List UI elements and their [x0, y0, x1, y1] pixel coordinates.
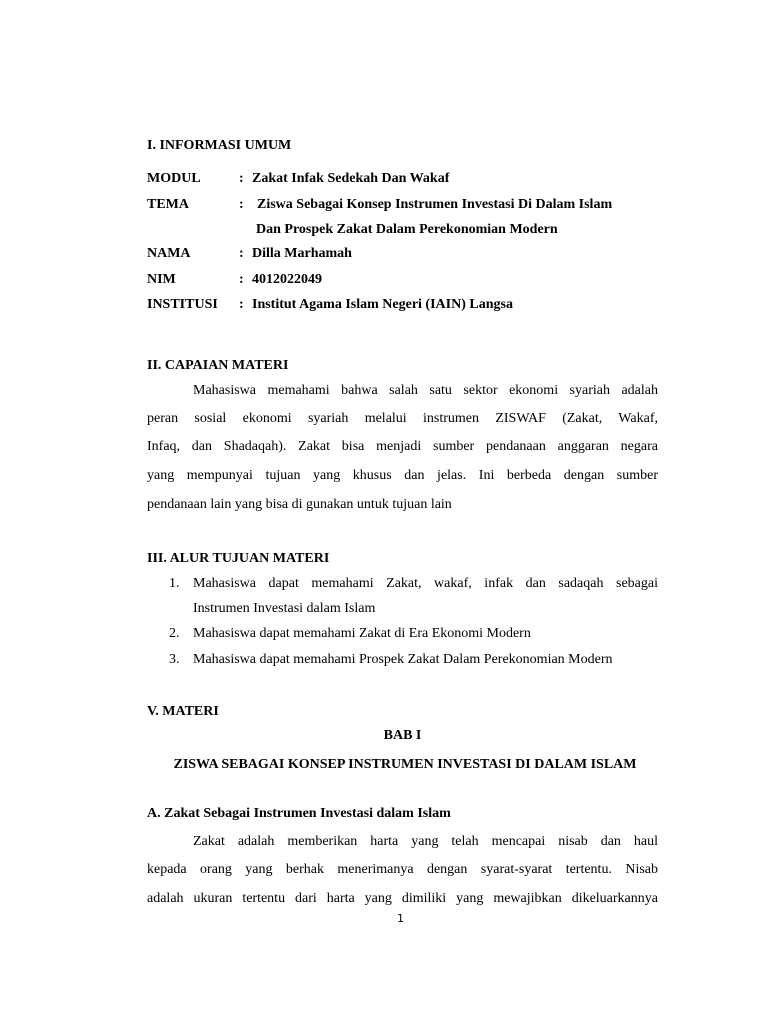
field-colon: :: [239, 171, 244, 186]
field-colon: :: [239, 272, 244, 287]
section-heading-alur-tujuan-materi: III. ALUR TUJUAN MATERI: [147, 551, 330, 566]
paragraph-line: yang mempunyai tujuan yang khusus dan jelas. Ini berbeda dengan sumber: [147, 468, 658, 483]
field-colon: :: [239, 246, 244, 261]
field-value-tema-continued: Dan Prospek Zakat Dalam Perekonomian Modern: [256, 222, 558, 237]
list-item-number: 2.: [169, 626, 180, 641]
field-value-tema: Ziswa Sebagai Konsep Instrumen Investasi Di Dalam Islam: [257, 197, 613, 212]
field-label-nama: NAMA: [147, 246, 191, 261]
field-colon: :: [239, 197, 244, 212]
paragraph-line: Infaq, dan Shadaqah). Zakat bisa menjadi sumber pendanaan anggaran negara: [147, 439, 658, 454]
section-heading-materi: V. MATERI: [147, 704, 219, 719]
field-label-nim: NIM: [147, 272, 176, 287]
field-value-nama: Dilla Marhamah: [252, 246, 352, 261]
section-heading-informasi-umum: I. INFORMASI UMUM: [147, 138, 292, 153]
paragraph-line: adalah ukuran tertentu dari harta yang dimiliki yang mewajibkan dikeluarkannya: [147, 891, 658, 906]
paragraph-line: Zakat adalah memberikan harta yang telah mencapai nisab dan haul: [193, 834, 658, 849]
chapter-title: ZISWA SEBAGAI KONSEP INSTRUMEN INVESTASI DI DALAM ISLAM: [173, 757, 637, 772]
chapter-label: BAB I: [383, 728, 422, 743]
field-label-tema: TEMA: [147, 197, 189, 212]
field-label-institusi: INSTITUSI: [147, 297, 218, 312]
field-value-nim: 4012022049: [252, 272, 322, 287]
list-item-text: Mahasiswa dapat memahami Zakat di Era Ekonomi Modern: [193, 626, 531, 641]
field-value-modul: Zakat Infak Sedekah Dan Wakaf: [252, 171, 450, 186]
paragraph-line: kepada orang yang berhak menerimanya dengan syarat-syarat tertentu. Nisab: [147, 862, 658, 877]
subsection-heading: A. Zakat Sebagai Instrumen Investasi dalam Islam: [147, 806, 451, 821]
field-label-modul: MODUL: [147, 171, 201, 186]
list-item-text: Mahasiswa dapat memahami Prospek Zakat Dalam Perekonomian Modern: [193, 652, 613, 667]
paragraph-line: Mahasiswa memahami bahwa salah satu sektor ekonomi syariah adalah: [193, 383, 658, 398]
paragraph-line: pendanaan lain yang bisa di gunakan untuk tujuan lain: [147, 497, 452, 512]
paragraph-line: peran sosial ekonomi syariah melalui instrumen ZISWAF (Zakat, Wakaf,: [147, 411, 658, 426]
section-heading-capaian-materi: II. CAPAIAN MATERI: [147, 358, 289, 373]
page-number: 1: [397, 912, 404, 925]
field-colon: :: [239, 297, 244, 312]
list-item-number: 3.: [169, 652, 180, 667]
field-value-institusi: Institut Agama Islam Negeri (IAIN) Langsa: [252, 297, 513, 312]
list-item-text-continued: Instrumen Investasi dalam Islam: [193, 601, 376, 616]
list-item-text: Mahasiswa dapat memahami Zakat, wakaf, infak dan sadaqah sebagai: [193, 576, 658, 591]
list-item-number: 1.: [169, 576, 180, 591]
